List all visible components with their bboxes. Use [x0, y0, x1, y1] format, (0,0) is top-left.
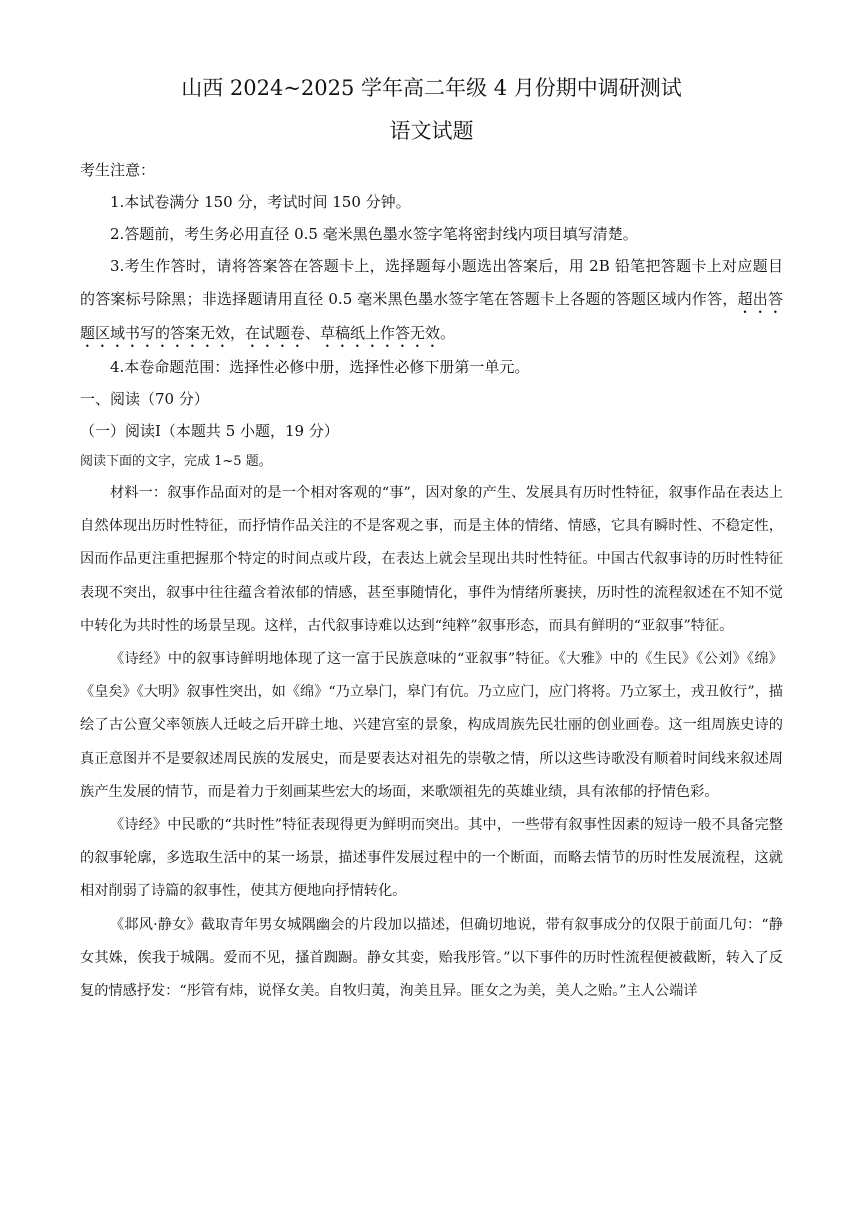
exam-subtitle: 语文试题 — [389, 119, 474, 143]
notice-item-3-text: 3.考生作答时，请将答案答在答题卡上，选择题每小题选出答案后，用 2B 铅笔把答题卡上对应题目的答案标号除黑；非选择题请用直径 0.5 毫米黑色墨水签字笔在答题卡上各题的答题区域内作答， — [80, 257, 783, 308]
notice-item-3-end: 。 — [440, 324, 456, 342]
notice-item-3-separator: ， — [230, 324, 246, 342]
exam-page — [80, 70, 783, 1008]
passage-paragraph-3: 《诗经》中民歌的“共时性”特征表现得更为鲜明而突出。其中，一些带有叙事性因素的短诗一般不具备完整的叙事轮廓，多选取生活中的某一场景，描述事件发展过程中的一个断面，而略去情节的历时性发展流程，这就相对削弱了诗篇的叙事性，使其方便地向抒情转化。 — [80, 817, 783, 900]
notice-item-3-emphasis-2: 在试题卷、草稿纸上作答无效 — [245, 324, 441, 342]
notice-item-4: 4.本卷命题范围：选择性必修中册，选择性必修下册第一单元。 — [110, 358, 530, 376]
reading-instruction: 阅读下面的文字，完成 1~5 题。 — [80, 454, 272, 469]
notice-item-1: 1.本试卷满分 150 分，考试时间 150 分钟。 — [110, 193, 411, 211]
notice-item-3 — [80, 250, 783, 351]
section-sub-heading: （一）阅读Ⅰ（本题共 5 小题，19 分） — [80, 422, 339, 440]
passage-paragraph-4: 《邶风·静女》截取青年男女城隅幽会的片段加以描述，但确切地说，带有叙事成分的仅限于前面几句：“静女其姝，俟我于城隅。爱而不见，搔首踟蹰。静女其娈，贻我彤管。”以下事件的历时性流程便被截断，转入了反复的情感抒发：“彤管有炜，说怿女美。自牧归荑，洵美且异。匪女之为美，美人之贻。”主人公端详 — [80, 916, 783, 1000]
exam-title: 山西 2024~2025 学年高二年级 4 月份期中调研测试 — [181, 76, 682, 100]
passage-paragraph-2: 《诗经》中的叙事诗鲜明地体现了这一富于民族意味的“亚叙事”特征。《大雅》中的《生民》《公刘》《绵》《皇矣》《大明》叙事性突出，如《绵》“乃立皋门，皋门有伉。乃立应门，应门将将。乃立冢土，戎丑攸行”，描绘了古公亶父率领族人迁岐之后开辟土地、兴建宫室的景象，构成周族先民壮丽的创业画卷。这一组周族史诗的真正意图并不是要叙述周民族的发展史，而是要表达对祖先的崇敬之情，所以这些诗歌没有顺着时间线来叙述周族产生发展的情节，而是着力于刻画某些宏大的场面，来歌颂祖先的英雄业绩，具有浓郁的抒情色彩。 — [80, 651, 783, 800]
reading-passage — [80, 477, 783, 1008]
notice-heading: 考生注意： — [80, 161, 156, 179]
notice-item-2: 2.答题前，考生务必用直径 0.5 毫米黑色墨水签字笔将密封线内项目填写清楚。 — [110, 225, 638, 243]
section-heading: 一、阅读（70 分） — [80, 390, 209, 408]
passage-paragraph-1: 材料一：叙事作品面对的是一个相对客观的“事”，因对象的产生、发展具有历时性特征，叙事作品在表达上自然体现出历时性特征，而抒情作品关注的不是客观之事，而是主体的情绪、情感，它具有瞬时性、不稳定性，因而作品更注重把握那个特定的时间点或片段，在表达上就会呈现出共时性特征。中国古代叙事诗的历时性特征表现不突出，叙事中往往蕴含着浓郁的情感，甚至事随情化，事件为情绪所裹挟，历时性的流程叙述在不知不觉中转化为共时性的场景呈现。这样，古代叙事诗难以达到“纯粹”叙事形态，而具有鲜明的“亚叙事”特征。 — [80, 485, 783, 634]
notice-block — [80, 154, 783, 383]
notice-item-3-emphasis-1: 超出答题区域书写的答案无效 — [80, 290, 783, 342]
